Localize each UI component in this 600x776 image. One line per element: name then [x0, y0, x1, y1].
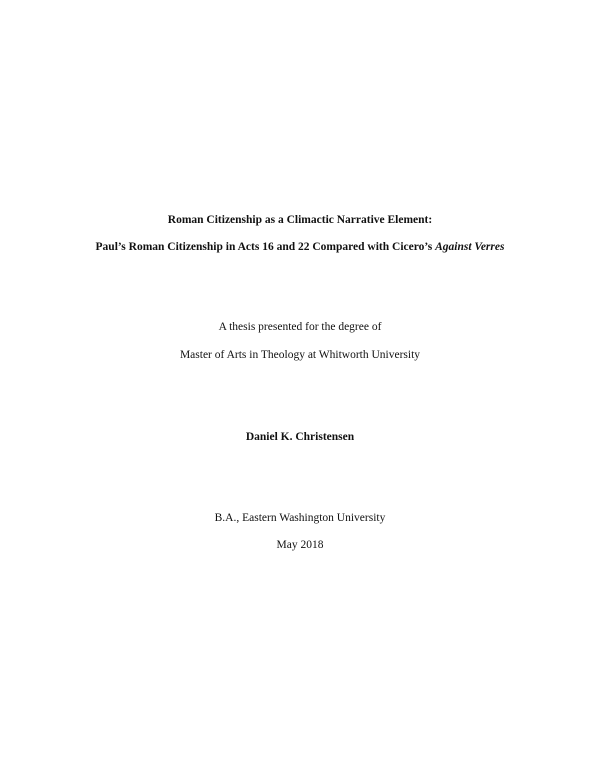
thesis-title-line-1: Roman Citizenship as a Climactic Narrative Element: — [167, 214, 433, 226]
thesis-subtitle-text: Paul’s Roman Citizenship in Acts 16 and 22 Compared with Cicero’s — [95, 241, 436, 253]
author-name: Daniel K. Christensen — [245, 431, 355, 443]
presentation-line-1: A thesis presented for the degree of — [218, 321, 382, 333]
prior-degree: B.A., Eastern Washington University — [214, 512, 386, 524]
thesis-subtitle-italic: Against Verres — [435, 241, 505, 253]
thesis-title-line-2 — [0, 240, 600, 254]
submission-date: May 2018 — [276, 539, 324, 551]
presentation-line-2: Master of Arts in Theology at Whitworth University — [179, 349, 421, 361]
